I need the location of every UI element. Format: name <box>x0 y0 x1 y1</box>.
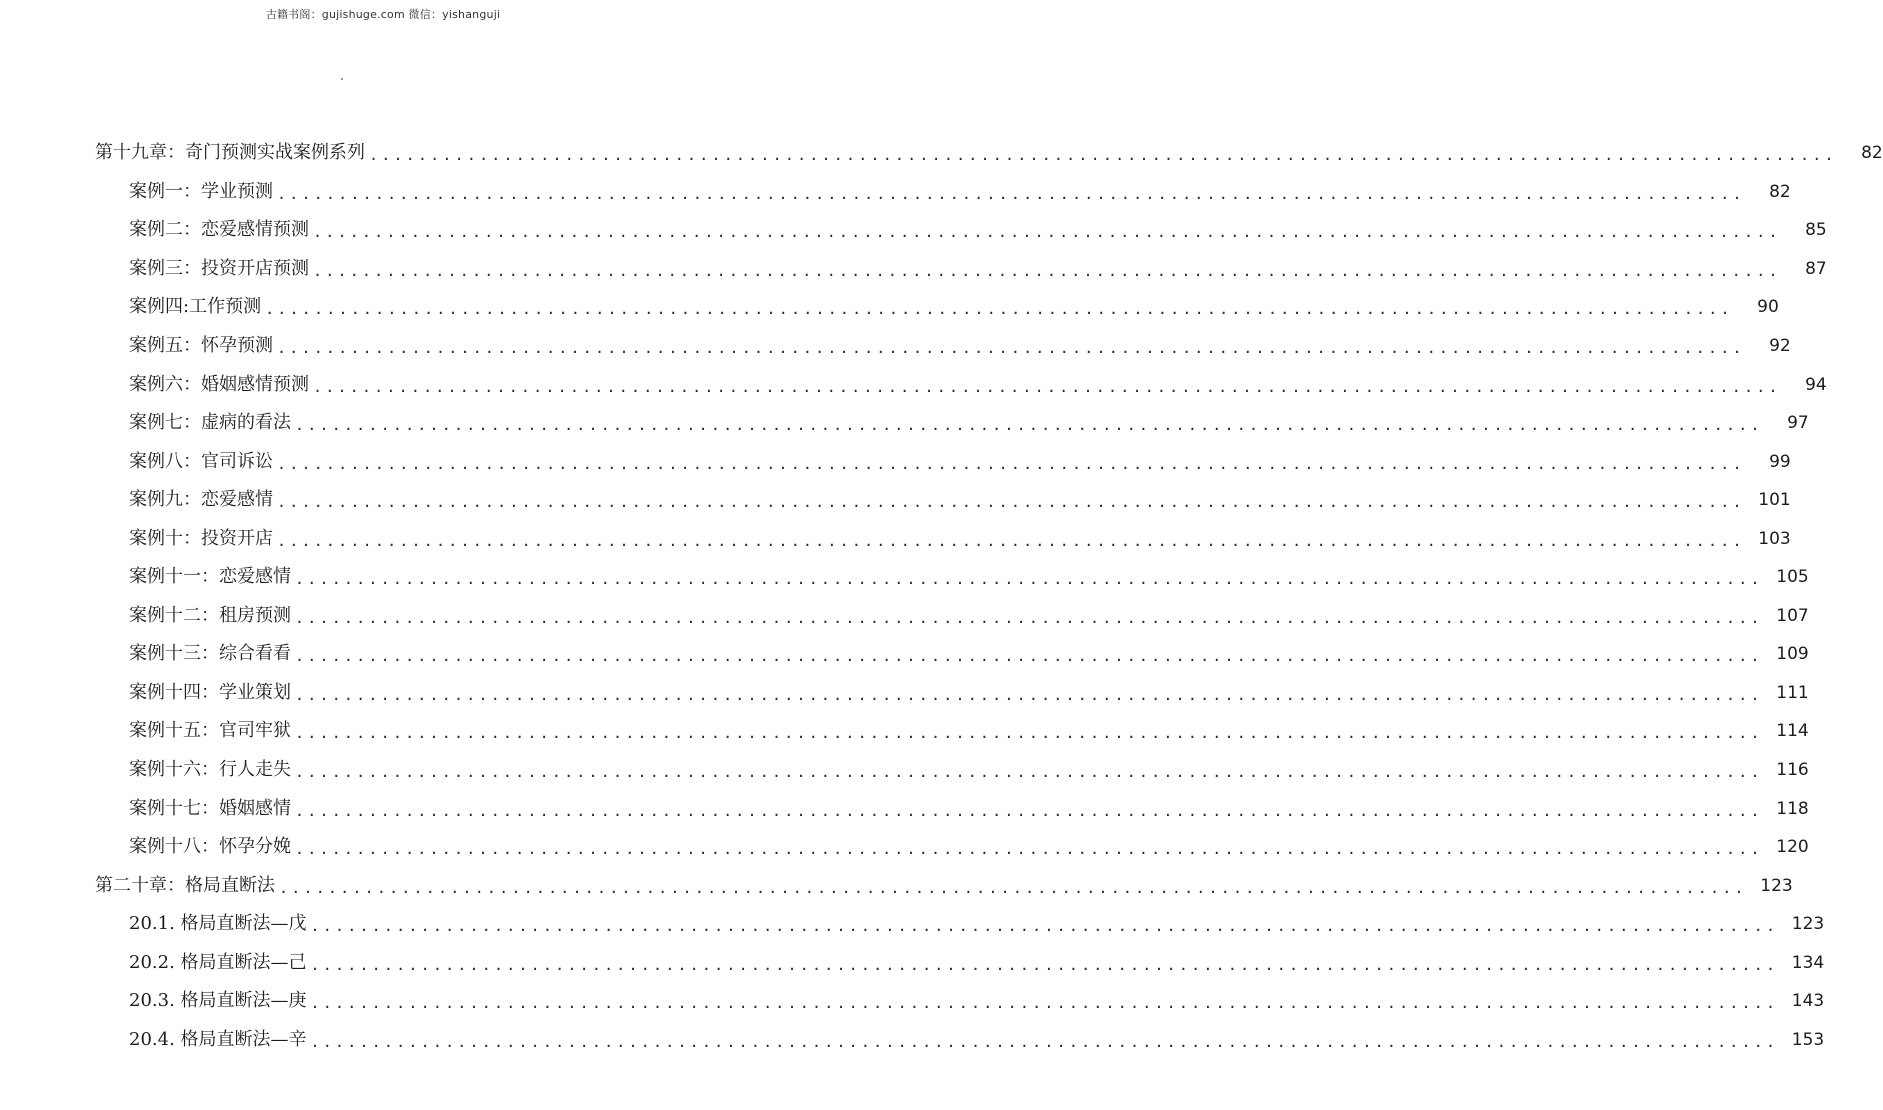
toc-entry-title: 案例十：投资开店 <box>129 527 273 549</box>
toc-entry-title: 案例十八：怀孕分娩 <box>129 836 291 858</box>
toc-page-number: 87 <box>1805 258 1827 279</box>
toc-dot-leader: ........................................................................................................................ <box>295 647 1763 666</box>
toc-section-entry[interactable] <box>0 288 1779 327</box>
toc-section-entry[interactable] <box>0 173 1791 212</box>
toc-section-entry[interactable] <box>0 597 1809 636</box>
toc-dot-leader: ........................................................................................................................ <box>369 146 1837 165</box>
toc-section-entry[interactable] <box>0 674 1809 713</box>
toc-dot-leader: ........................................................................................................................ <box>277 454 1745 473</box>
toc-dot-leader: ........................................................................................................................ <box>313 223 1781 242</box>
toc-section-entry[interactable] <box>0 712 1809 751</box>
toc-chapter-entry[interactable] <box>0 866 1793 905</box>
toc-section-entry[interactable] <box>0 442 1791 481</box>
toc-dot-leader: ........................................................................................................................ <box>295 763 1763 782</box>
toc-section-entry[interactable] <box>0 943 1825 982</box>
toc-section-entry[interactable] <box>0 327 1791 366</box>
toc-page-number: 134 <box>1791 952 1825 973</box>
toc-page-number: 90 <box>1757 297 1779 318</box>
toc-page-number: 99 <box>1769 451 1791 472</box>
toc-entry-title: 第十九章：奇门预测实战案例系列 <box>95 142 365 164</box>
toc-section-entry[interactable] <box>0 211 1827 250</box>
toc-section-entry[interactable] <box>0 250 1827 289</box>
toc-entry-title: 20.1. 格局直断法—戊 <box>129 913 307 935</box>
toc-page-number: 82 <box>1861 143 1883 164</box>
toc-page-number: 103 <box>1758 528 1791 549</box>
toc-dot-leader: ........................................................................................................................ <box>277 339 1745 357</box>
toc-entry-title: 案例十五：官司牢狱 <box>129 720 291 742</box>
toc-page-number: 107 <box>1776 605 1809 626</box>
toc-section-entry[interactable] <box>0 789 1809 828</box>
toc-page-number: 101 <box>1758 490 1791 511</box>
table-of-contents <box>0 134 1883 1059</box>
toc-page-number: 123 <box>1760 875 1793 896</box>
toc-dot-leader: ........................................................................................................................ <box>295 416 1763 435</box>
toc-entry-title: 案例五：怀孕预测 <box>129 335 273 356</box>
toc-entry-title: 案例三：投资开店预测 <box>129 257 309 279</box>
toc-page-number: 94 <box>1805 374 1827 395</box>
toc-entry-title: 案例十七：婚姻感情 <box>129 797 291 819</box>
toc-page-number: 82 <box>1769 181 1791 202</box>
toc-dot-leader: ........................................................................................................................ <box>279 878 1747 897</box>
toc-entry-title: 20.2. 格局直断法—己 <box>129 951 307 973</box>
toc-entry-title: 案例一：学业预测 <box>129 180 273 202</box>
toc-dot-leader: ........................................................................................................................ <box>277 531 1745 550</box>
toc-dot-leader: ........................................................................................................................ <box>313 377 1781 396</box>
toc-entry-title: 案例十一：恋爱感情 <box>129 566 291 588</box>
toc-dot-leader: ........................................................................................................................ <box>277 493 1745 512</box>
toc-entry-title: 案例四:工作预测 <box>129 296 262 318</box>
toc-entry-title: 案例二：恋爱感情预测 <box>129 219 309 241</box>
toc-dot-leader: ........................................................................................................................ <box>310 917 1779 936</box>
toc-page-number: 118 <box>1776 798 1809 819</box>
toc-section-entry[interactable] <box>0 404 1809 443</box>
toc-section-entry[interactable] <box>0 828 1809 867</box>
toc-section-entry[interactable] <box>0 481 1791 520</box>
toc-dot-leader: ........................................................................................................................ <box>310 955 1779 974</box>
toc-section-entry[interactable] <box>0 519 1791 558</box>
toc-dot-leader: ........................................................................................................................ <box>295 840 1763 859</box>
toc-page-number: 85 <box>1805 220 1827 241</box>
toc-entry-title: 案例十四：学业策划 <box>129 681 291 703</box>
toc-entry-title: 案例八：官司诉讼 <box>129 450 273 472</box>
toc-dot-leader: ........................................................................................................................ <box>295 570 1763 589</box>
toc-entry-title: 案例六：婚姻感情预测 <box>129 373 309 395</box>
toc-page-number: 92 <box>1769 336 1791 356</box>
toc-page-number: 123 <box>1791 914 1825 935</box>
toc-entry-title: 案例十二：租房预测 <box>129 604 291 626</box>
toc-section-entry[interactable] <box>0 905 1825 944</box>
toc-entry-title: 案例十三：综合看看 <box>129 643 291 665</box>
toc-dot-leader: ........................................................................................................................ <box>310 1032 1779 1051</box>
scan-speck <box>341 78 343 80</box>
toc-entry-title: 20.3. 格局直断法—庚 <box>129 990 307 1012</box>
toc-entry-title: 案例九：恋爱感情 <box>129 489 273 511</box>
toc-page-number: 97 <box>1787 413 1809 434</box>
toc-entry-title: 案例七：虚病的看法 <box>129 412 291 434</box>
toc-chapter-entry[interactable] <box>0 134 1883 173</box>
toc-section-entry[interactable] <box>0 558 1809 597</box>
toc-dot-leader: ........................................................................................................................ <box>277 184 1745 203</box>
toc-dot-leader: ........................................................................................................................ <box>295 801 1763 820</box>
toc-entry-title: 20.4. 格局直断法—辛 <box>129 1028 307 1050</box>
toc-dot-leader: ........................................................................................................................ <box>295 608 1763 627</box>
toc-section-entry[interactable] <box>0 751 1809 790</box>
toc-page-number: 109 <box>1776 644 1809 665</box>
toc-dot-leader: ........................................................................................................................ <box>265 300 1733 319</box>
toc-page-number: 105 <box>1776 567 1809 588</box>
toc-page-number: 143 <box>1791 991 1825 1012</box>
toc-dot-leader: ........................................................................................................................ <box>295 724 1763 743</box>
toc-page-number: 111 <box>1776 682 1809 703</box>
toc-section-entry[interactable] <box>0 635 1809 674</box>
toc-section-entry[interactable] <box>0 1021 1825 1060</box>
toc-dot-leader: ........................................................................................................................ <box>313 261 1781 280</box>
toc-page-number: 153 <box>1791 1029 1825 1050</box>
toc-section-entry[interactable] <box>0 365 1827 404</box>
toc-page-number: 116 <box>1776 760 1809 781</box>
toc-page-number: 114 <box>1776 721 1809 742</box>
toc-entry-title: 第二十章：格局直断法 <box>95 874 275 896</box>
toc-page-number: 120 <box>1776 837 1809 858</box>
toc-entry-title: 案例十六：行人走失 <box>129 759 291 781</box>
toc-dot-leader: ........................................................................................................................ <box>295 685 1763 704</box>
toc-dot-leader: ........................................................................................................................ <box>310 994 1779 1013</box>
toc-section-entry[interactable] <box>0 982 1825 1021</box>
page-header-watermark: 古籍书阁：gujishuge.com 微信：yishanguji <box>265 8 501 21</box>
